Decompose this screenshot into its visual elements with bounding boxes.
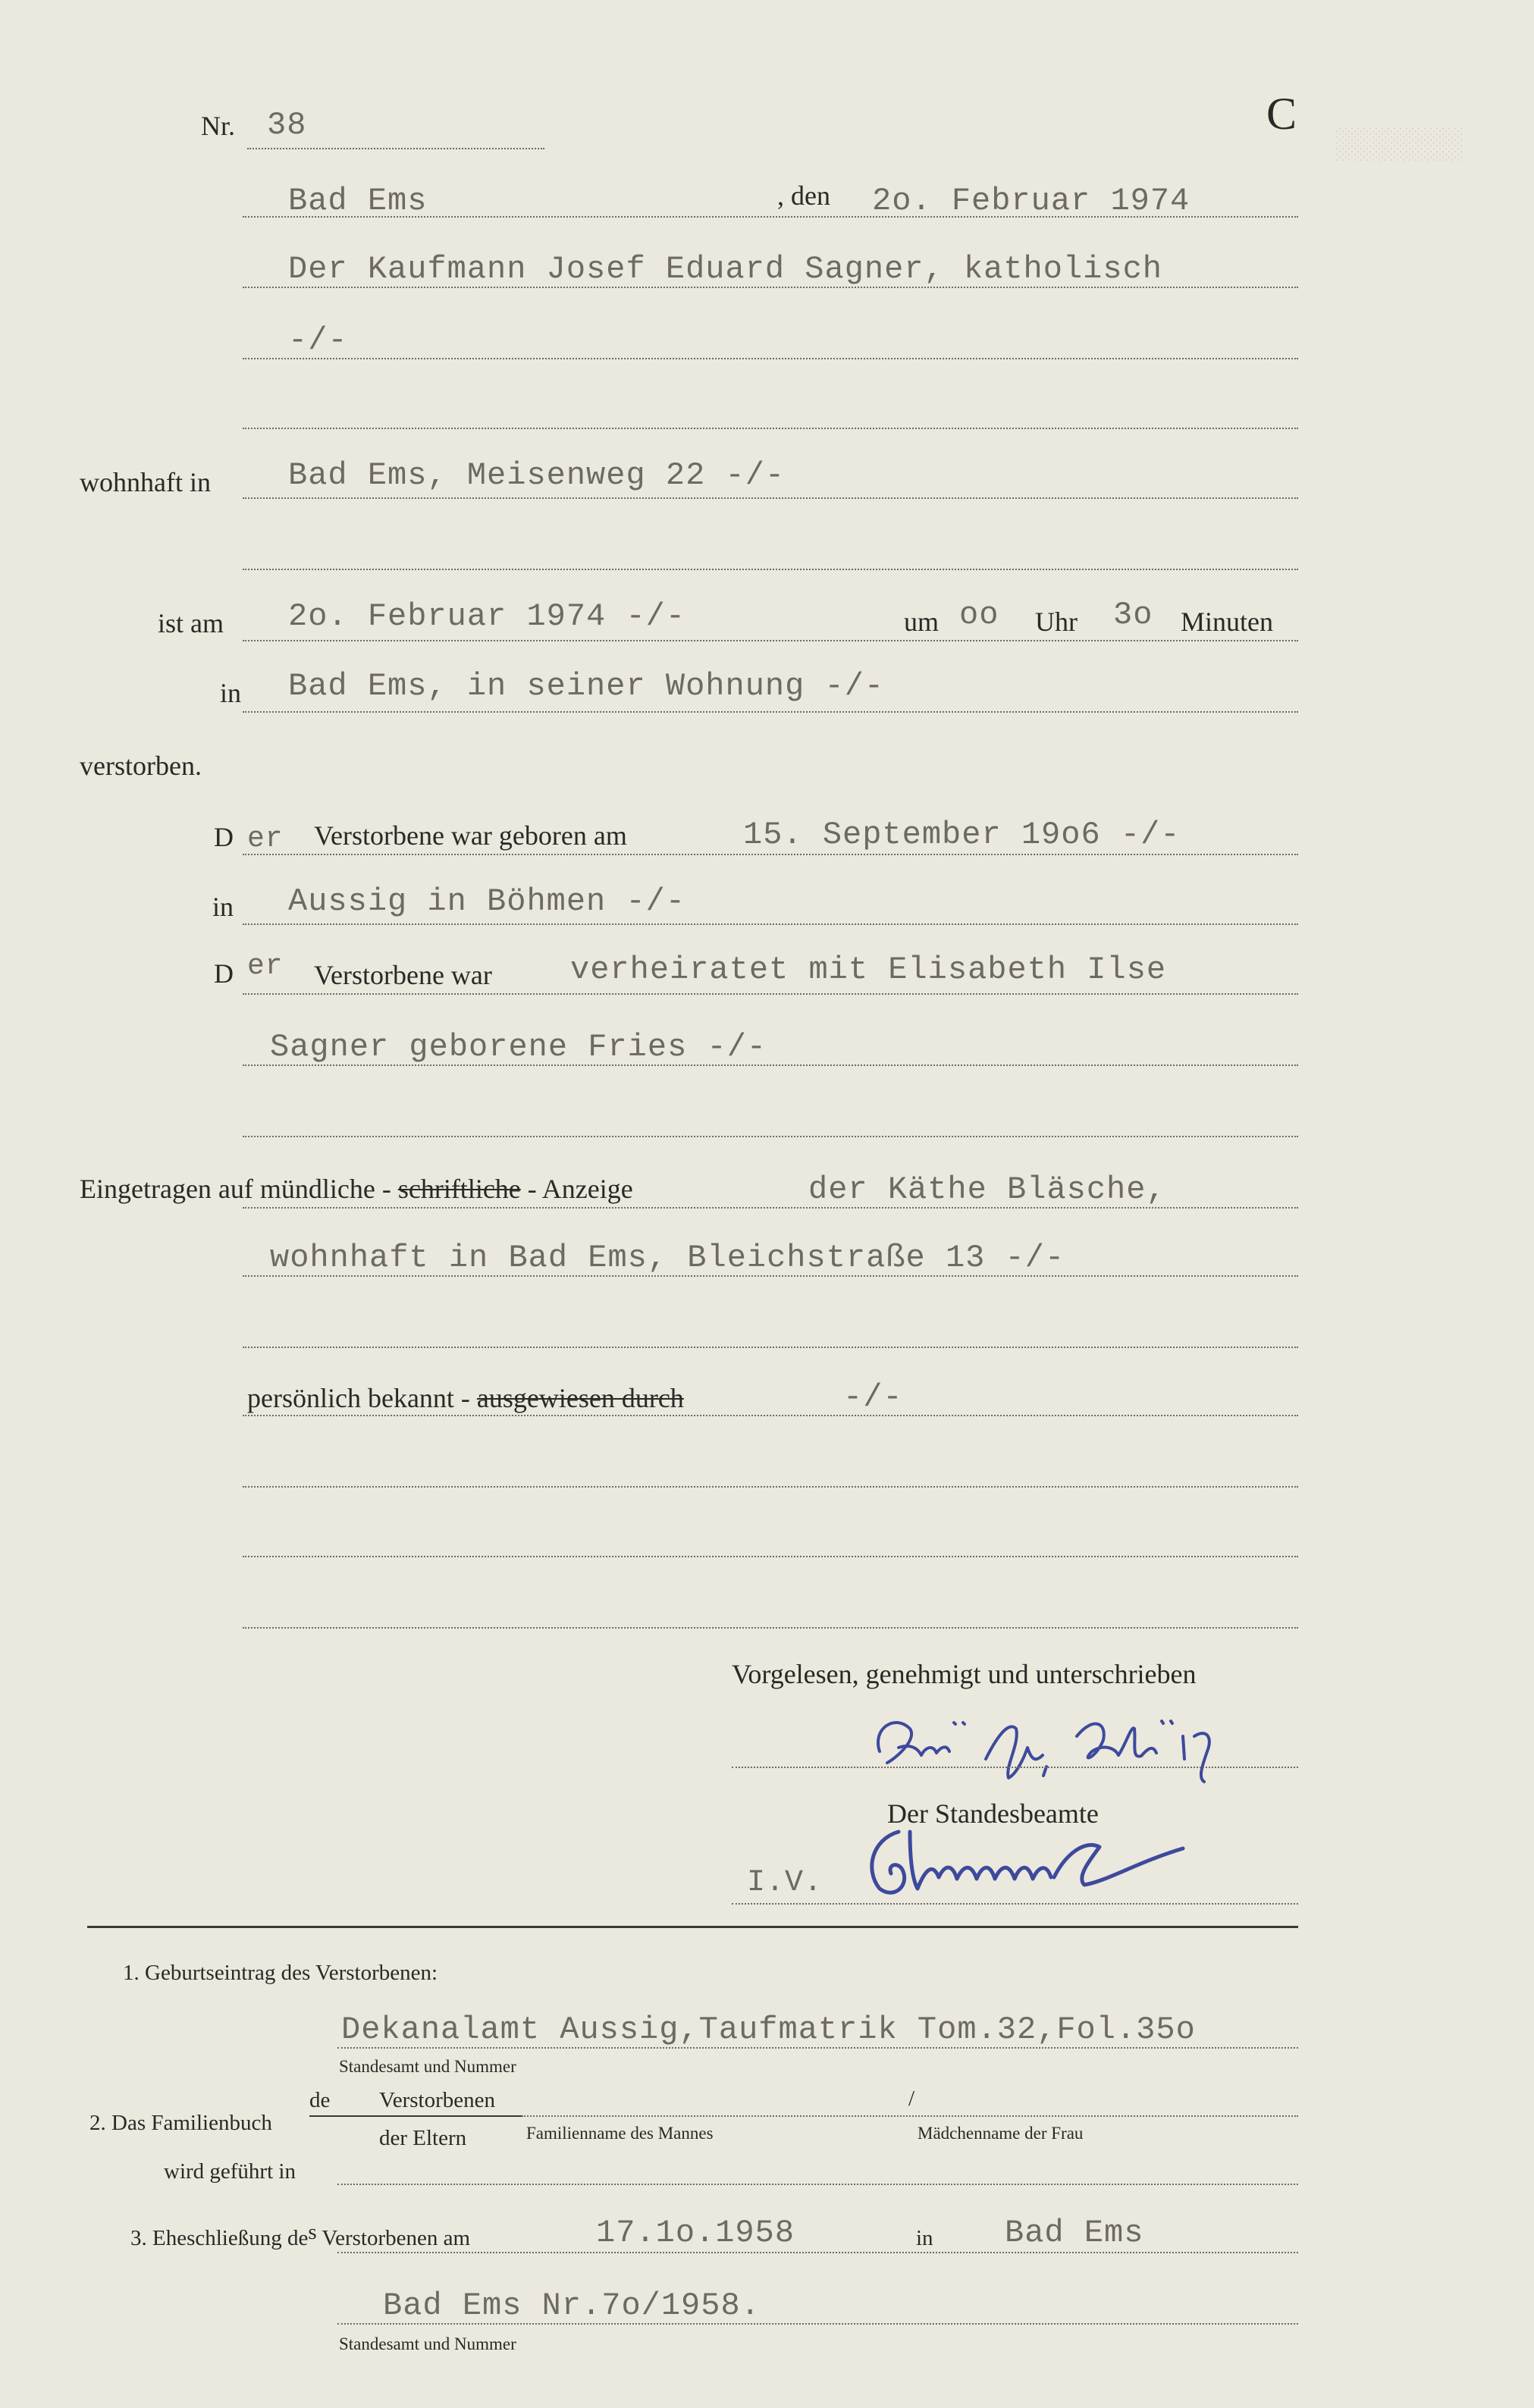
marital-line-3 <box>243 1136 1298 1137</box>
death-date-line <box>243 640 1298 641</box>
person-line-1: Der Kaufmann Josef Eduard Sagner, katholisch <box>288 251 1162 287</box>
death-place-line <box>243 711 1298 713</box>
identification-value: -/- <box>843 1379 903 1416</box>
person-line-2: -/- <box>288 322 348 359</box>
den-label: , den <box>777 180 830 211</box>
registration-label-prefix: Eingetragen auf mündliche - <box>80 1174 391 1204</box>
form-letter: C <box>1266 89 1297 139</box>
informant-value-2: wohnhaft in Bad Ems, Bleichstraße 13 -/- <box>270 1240 1065 1276</box>
informant-line-2 <box>243 1275 1298 1277</box>
uhr-label: Uhr <box>1035 607 1078 637</box>
birth-entry-label-suffix: Verstorbenen: <box>315 1961 438 1985</box>
family-book-husband-caption: Familienname des Mannes <box>526 2124 714 2143</box>
date-value: 2o. Februar 1974 <box>872 183 1190 219</box>
birth-date-line <box>243 854 1298 855</box>
footer-separator <box>87 1926 1298 1928</box>
minutes-value: 3o <box>1113 597 1153 633</box>
marriage-in-label: in <box>916 2226 933 2250</box>
birth-entry-label <box>123 1962 438 1984</box>
family-book-label: 2. Das Familienbuch <box>89 2111 272 2135</box>
nr-line <box>247 148 544 149</box>
identification-line-3 <box>243 1556 1298 1557</box>
family-book-slash: / <box>908 2087 915 2111</box>
identification-prefix: persönlich bekannt - <box>247 1383 470 1413</box>
family-book-name-line <box>522 2115 1298 2117</box>
birth-entry-caption: Standesamt und Nummer <box>339 2057 516 2076</box>
informant-signature-line <box>732 1767 1298 1768</box>
wohnhaft-line-2 <box>243 569 1298 570</box>
wohnhaft-value: Bad Ems, Meisenweg 22 -/- <box>288 457 786 494</box>
family-book-verstorbenen: Verstorbenen <box>379 2088 496 2112</box>
birth-place-line <box>243 923 1298 925</box>
identification-line-1 <box>243 1415 1298 1416</box>
birth-entry-label-prefix: 1. Geburtseintrag de <box>123 1961 302 1985</box>
marriage-label <box>130 2220 471 2250</box>
marriage-label-suffix: Verstorbenen am <box>322 2226 471 2250</box>
family-book-fraction-bar <box>309 2115 522 2117</box>
birth-place-value: Aussig in Böhmen -/- <box>288 883 686 920</box>
marital-line-1 <box>243 993 1298 995</box>
informant-value-1: der Käthe Bläsche, <box>808 1171 1166 1208</box>
wohnhaft-line <box>243 497 1298 499</box>
marriage-place-value: Bad Ems <box>1005 2215 1144 2251</box>
birth-entry-article: s <box>301 1961 311 1985</box>
person-line-rule-1 <box>243 287 1298 288</box>
family-book-eltern: der Eltern <box>379 2126 467 2150</box>
marriage-date-value: 17.1o.1958 <box>596 2215 795 2251</box>
identification-struck: ausgewiesen durch <box>476 1383 684 1413</box>
marital-line-2 <box>243 1064 1298 1066</box>
iv-label: I.V. <box>747 1866 823 1900</box>
family-book-de: de <box>309 2088 331 2112</box>
family-book-wife-caption: Mädchenname der Frau <box>918 2124 1084 2143</box>
nr-value: 38 <box>267 107 307 143</box>
place-value: Bad Ems <box>288 183 428 219</box>
marriage-label-prefix: 3. Eheschließung de <box>130 2226 309 2250</box>
identification-line-4 <box>243 1627 1298 1629</box>
marriage-registry-value: Bad Ems Nr.7o/1958. <box>383 2287 761 2324</box>
identification-label <box>247 1384 684 1412</box>
registration-label-struck: schriftliche <box>397 1174 521 1204</box>
verstorben-label: verstorben. <box>80 751 202 781</box>
birth-label: Verstorbene war geboren am <box>314 820 627 851</box>
birth-in-label: in <box>212 892 234 922</box>
informant-signature <box>864 1706 1395 1789</box>
marital-value-1: verheiratet mit Elisabeth Ilse <box>570 952 1167 988</box>
birth-d-label: D <box>214 822 234 852</box>
um-label: um <box>904 607 940 637</box>
official-signature <box>857 1817 1251 1908</box>
family-book-location-line <box>337 2184 1298 2185</box>
family-book-wird-label: wird geführt in <box>164 2159 296 2184</box>
person-line-rule-3 <box>243 428 1298 429</box>
date-line <box>243 216 1298 218</box>
registration-label <box>80 1175 633 1202</box>
death-place-value: Bad Ems, in seiner Wohnung -/- <box>288 668 885 704</box>
nr-label: Nr. <box>201 111 235 141</box>
marital-d-label: D <box>214 958 234 989</box>
bleed-through-text: ░░░░░░░ <box>1335 129 1463 163</box>
ist-am-label: ist am <box>158 608 224 638</box>
marriage-registry-caption: Standesamt und Nummer <box>339 2334 516 2353</box>
informant-line-3 <box>243 1347 1298 1348</box>
informant-line-1 <box>243 1207 1298 1209</box>
birth-date-value: 15. September 19o6 -/- <box>743 817 1181 853</box>
marital-label: Verstorbene war <box>314 960 492 990</box>
marriage-line <box>337 2252 1298 2253</box>
death-date-value: 2o. Februar 1974 -/- <box>288 598 686 635</box>
marriage-registry-line <box>337 2323 1298 2325</box>
read-approved-label: Vorgelesen, genehmigt und unterschrieben <box>732 1659 1197 1689</box>
marriage-article: s <box>308 2220 317 2244</box>
identification-line-2 <box>243 1486 1298 1488</box>
official-signature-line <box>732 1903 1298 1905</box>
minuten-label: Minuten <box>1181 607 1273 637</box>
registration-label-suffix: - Anzeige <box>527 1174 633 1204</box>
hour-value: oo <box>959 597 999 633</box>
birth-entry-line <box>337 2047 1298 2049</box>
birth-entry-value: Dekanalamt Aussig,Taufmatrik Tom.32,Fol.35o <box>341 2011 1196 2048</box>
wohnhaft-label: wohnhaft in <box>80 467 211 497</box>
death-in-label: in <box>220 678 242 708</box>
marital-article: er <box>247 950 284 983</box>
birth-article: er <box>247 823 284 855</box>
person-line-rule-2 <box>243 358 1298 359</box>
marital-value-2: Sagner geborene Fries -/- <box>270 1029 767 1065</box>
official-label: Der Standesbeamte <box>887 1798 1099 1829</box>
